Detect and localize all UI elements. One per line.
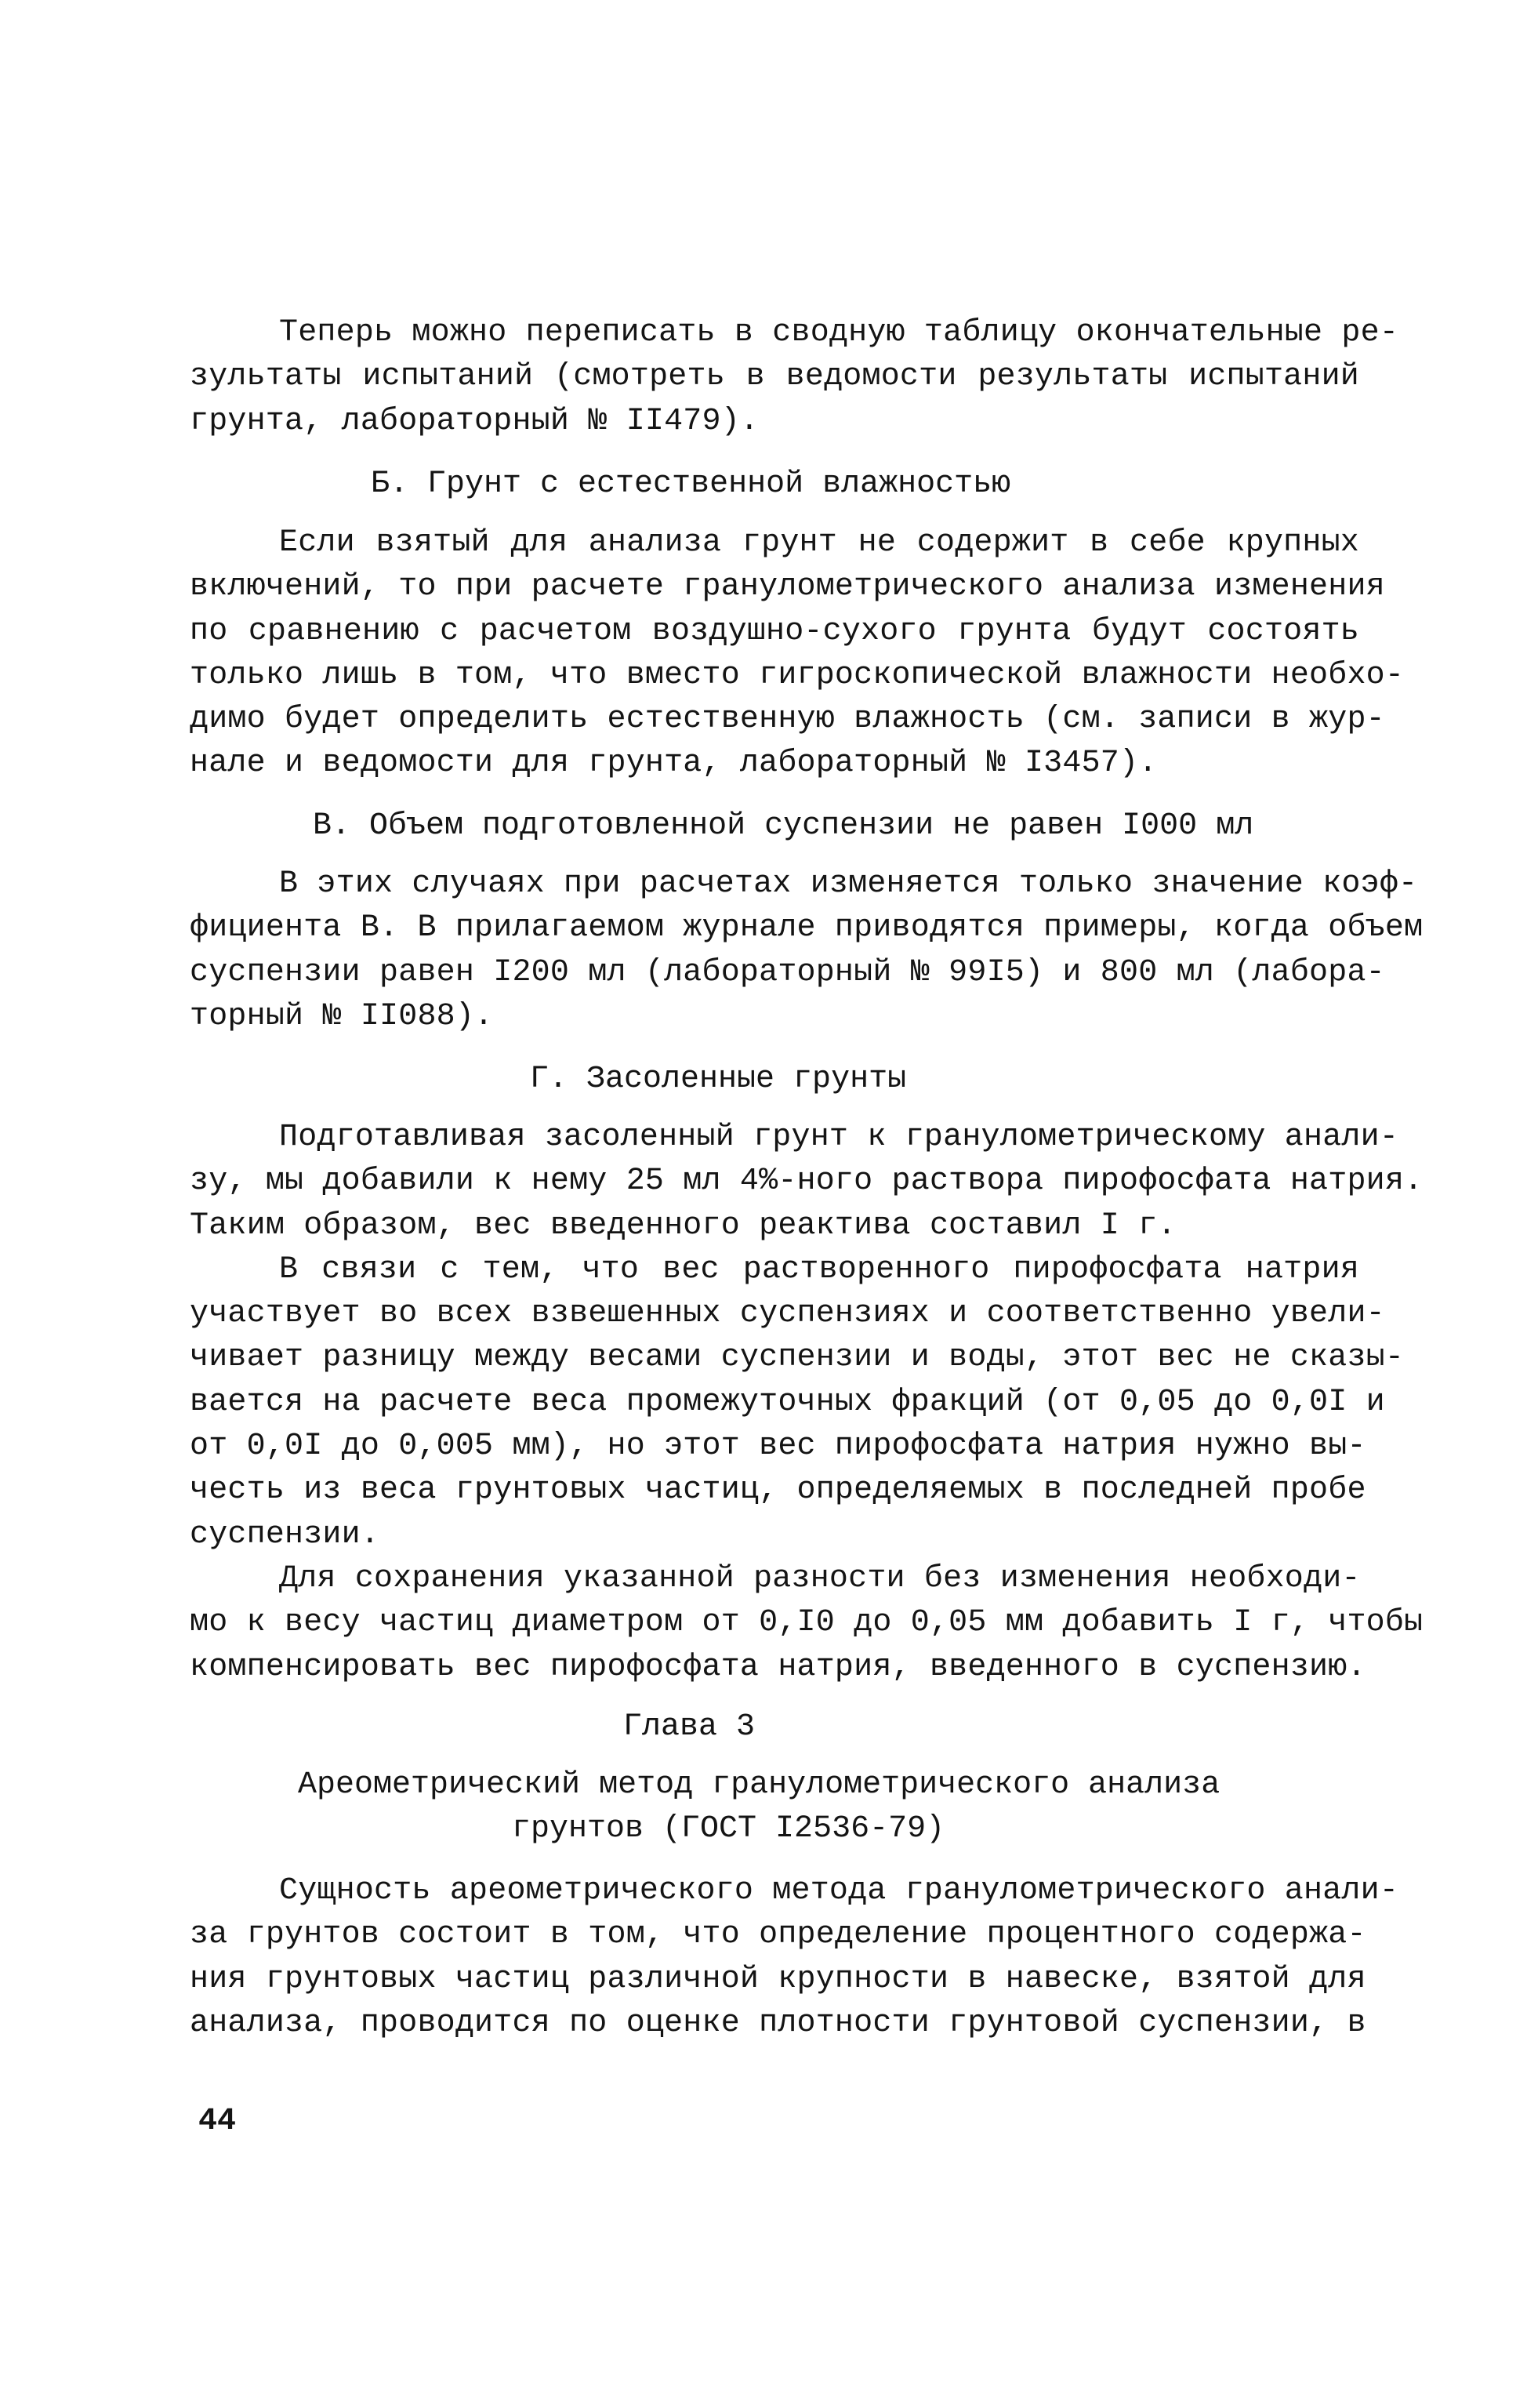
- text-line: Если взятый для анализа грунт не содержит в себе крупных: [279, 525, 1359, 561]
- paragraph-hydrometer-method: [190, 1869, 1399, 2046]
- text-line: Для сохранения указанной разности без изменения необходи-: [279, 1560, 1361, 1596]
- chapter-heading: Глава 3: [623, 1709, 756, 1745]
- text-line: только лишь в том, что вместо гигроскопической влажности необхо-: [190, 657, 1405, 693]
- chapter-title-line: грунтов (ГОСТ I2536-79): [512, 1811, 945, 1847]
- text-line: Таким образом, вес введенного реактива составил I г.: [190, 1208, 1177, 1244]
- chapter-title-line: Ареометрический метод гранулометрического анализа: [298, 1767, 1221, 1803]
- text-line: от 0,0I до 0,005 мм), но этот вес пирофосфата натрия нужно вы-: [190, 1429, 1366, 1465]
- text-line: ния грунтовых частиц различной крупности в навеске, взятой для: [190, 1961, 1366, 1997]
- paragraph-natural-moisture: [190, 521, 1405, 786]
- section-heading-b: Б. Грунт с естественной влажностью: [371, 467, 1011, 502]
- paragraph-results: [190, 311, 1399, 444]
- text-line: за грунтов состоит в том, что определение процентного содержа-: [190, 1917, 1366, 1953]
- text-line: суспензии.: [190, 1516, 380, 1553]
- section-heading-g: Г. Засоленные грунты: [530, 1062, 907, 1097]
- text-line: нале и ведомости для грунта, лабораторный № I3457).: [190, 746, 1158, 782]
- text-line: В связи с тем, что вес растворенного пирофосфата натрия: [279, 1251, 1359, 1288]
- text-line: фициента В. В прилагаемом журнале приводятся примеры, когда объем: [190, 910, 1424, 946]
- text-line: грунта, лабораторный № II479).: [190, 403, 760, 439]
- text-line: Сущность ареометрического метода гранулометрического анали-: [279, 1873, 1399, 1909]
- text-line: включений, то при расчете гранулометрического анализа изменения: [190, 569, 1385, 605]
- section-heading-v: В. Объем подготовленной суспензии не равен I000 мл: [313, 808, 1254, 844]
- text-line: участвует во всех взвешенных суспензиях и соответственно увели-: [190, 1296, 1385, 1332]
- text-line: Подготавливая засоленный грунт к гранулометрическому анали-: [279, 1120, 1399, 1155]
- text-line: суспензии равен I200 мл (лабораторный № 99I5) и 800 мл (лабора-: [190, 954, 1385, 990]
- text-line: анализа, проводится по оценке плотности грунтовой суспензии, в: [190, 2005, 1366, 2041]
- text-line: В этих случаях при расчетах изменяется только значение коэф-: [279, 866, 1418, 902]
- text-line: мо к весу частиц диаметром от 0,I0 до 0,05 мм добавить I г, чтобы: [190, 1605, 1424, 1641]
- text-line: Теперь можно переписать в сводную таблицу окончательные ре-: [279, 315, 1399, 350]
- paragraph-saline-soils: [190, 1116, 1424, 1690]
- text-line: чивает разницу между весами суспензии и воды, этот вес не сказы-: [190, 1340, 1405, 1376]
- text-line: по сравнению с расчетом воздушно-сухого грунта будут состоять: [190, 613, 1359, 649]
- text-line: вается на расчете веса промежуточных фракций (от 0,05 до 0,0I и: [190, 1384, 1385, 1420]
- text-line: честь из веса грунтовых частиц, определяемых в последней пробе: [190, 1473, 1366, 1509]
- text-line: торный № II088).: [190, 998, 494, 1034]
- text-line: зультаты испытаний (смотреть в ведомости результаты испытаний: [190, 359, 1359, 395]
- text-line: зу, мы добавили к нему 25 мл 4%-ного раствора пирофосфата натрия.: [190, 1164, 1424, 1200]
- page-number: 44: [198, 2104, 237, 2139]
- paragraph-volume: [190, 863, 1424, 1039]
- text-line: димо будет определить естественную влажность (см. записи в жур-: [190, 702, 1385, 738]
- text-line: компенсировать вес пирофосфата натрия, введенного в суспензию.: [190, 1649, 1366, 1685]
